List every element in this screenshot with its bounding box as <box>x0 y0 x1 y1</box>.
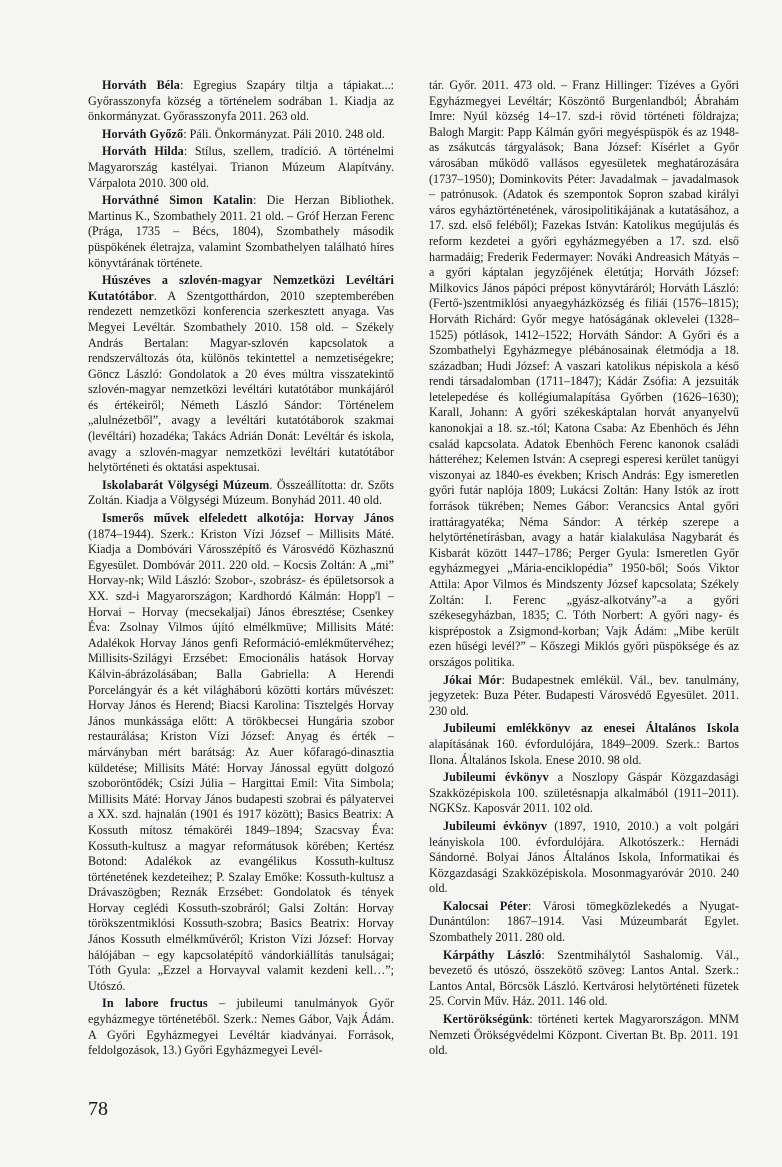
bibliography-entry <box>429 721 739 768</box>
entry-heading: Iskolabarát Völgységi Múzeum <box>102 477 270 492</box>
entry-text: (1897, 1910, 2010.) a volt polgári leányiskola 100. évfordulójára. Alkotószerk.: Hernádi Sándorné. Bolyai János Általános Iskola, Informatikai és Közgazdasági Szakközépiskola. Mosonmagyaróvár 2010. 240 old. <box>429 818 739 896</box>
entry-text: : Páli. Önkormányzat. Páli 2010. 248 old. <box>183 126 385 141</box>
entry-text: . A Szentgotthárdon, 2010 szeptemberében rendezett nemzetközi konferencia szerkesztett anyaga. Vas Megyei Levéltár. Szombathely 2010. 158 old. – Székely András Bertalan: Magyar-szlovén kapcsolatok a rendszerváltozás óta, különös tekintettel a nemzetiségekre; Göncz László: Gondolatok a 20 éves múltra visszatekintő szlovén-magyar nemzetközi levéltári kutatótábor munkájáról és értékeiről; Németh László Sándor: Történelem „alulnézetből”, avagy a levéltári kutatótáborok szakmai (levéltári) hozadéka; Takács Adrián Donát: Levéltár és iskola, avagy a szlovén-magyar nemzetközi levéltári kutatótábor helytörténeti és oktatási aspektusai. <box>88 288 394 475</box>
entry-heading: Kalocsai Péter <box>443 898 529 913</box>
bibliography-entry <box>88 511 394 994</box>
bibliography-entry <box>88 193 394 271</box>
entry-text: – jubileumi tanulmányok Győr egyházmegye történetéből. Szerk.: Nemes Gábor, Vajk Ádám. A Győri Egyházmegyei Levéltár kiadványai. Források, feldolgozások, 13.) Győri Egyházmegyei Levél- <box>88 996 394 1058</box>
entry-text: . Összeállította: dr. Szőts Zoltán. Kiadja a Völgységi Múzeum. Bonyhád 2011. 40 old. <box>88 477 395 508</box>
bibliography-entry <box>429 78 739 671</box>
entry-text: : Budapestnek emlékül. Vál., bev. tanulmány, jegyzetek: Buza Péter. Budapesti Városvédő Egyesület. 2011. 230 old. <box>429 672 739 718</box>
entry-text: a Noszlopy Gáspár Közgazdasági Szakközépiskola 100. születésnapja alkalmából (1911–2011). NGKSz. Kaposvár 2011. 102 old. <box>429 770 739 816</box>
left-column <box>88 78 394 1061</box>
page-number: 78 <box>88 1098 108 1120</box>
entry-heading: Jubileumi emlékkönyv az enesei Általános Iskola <box>443 721 739 736</box>
entry-heading: Kertörökségünk <box>443 1012 530 1027</box>
entry-text: alapításának 160. évfordulójára, 1849–2009. Szerk.: Bartos Ilona. Általános Iskola. Enese 2010. 98 old. <box>429 736 739 767</box>
entry-text: : Szentmihálytól Sashalomig. Vál., bevezető és utószó, összekötő szöveg: Lantos Antal. Szerk.: Lantos Antal, Börcsök László. Kertvárosi helytörténeti füzetek 25. Corvin Műv. Ház. 2011. 146 old. <box>429 947 739 1009</box>
entry-heading: Ismerős művek elfeledett alkotója: Horvay János <box>102 511 394 526</box>
bibliography-entry <box>88 78 394 125</box>
bibliography-entry <box>88 478 394 509</box>
entry-heading: Jubileumi évkönyv <box>443 770 549 785</box>
entry-text: : Egregius Szapáry tiltja a tápiakat...: Győrasszonyfa község a történelem sodrában 1. Kiadja az önkormányzat. Győrasszonyfa 2011. 263 old. <box>88 78 394 124</box>
bibliography-entry <box>429 819 739 897</box>
bibliography-entry <box>88 144 394 191</box>
bibliography-entry <box>429 770 739 817</box>
bibliography-entry <box>429 948 739 1010</box>
entry-heading: Kárpáthy László <box>443 947 542 962</box>
entry-heading: In labore fructus <box>102 996 208 1011</box>
entry-text: : Stílus, szellem, tradíció. A történelmi Magyarország kastélyai. Trianon Múzeum Alapítvány. Várpalota 2010. 300 old. <box>88 144 394 190</box>
entry-heading: Horváthné Simon Katalin <box>102 193 253 208</box>
entry-heading: Horváth Béla <box>102 78 180 92</box>
bibliography-entry <box>88 996 394 1058</box>
bibliography-entry <box>88 127 394 143</box>
entry-text: : Die Herzan Bibliothek. Martinus K., Szombathely 2011. 21 old. – Gróf Herzan Ferenc (Prága, 1735 – Bécs, 1804), Szombathely második püspökének életrajza, valamint Szombathelyen található híres könyvtárának története. <box>88 193 394 270</box>
entry-heading: Horváth Hilda <box>102 144 184 159</box>
entry-heading: Jubileumi évkönyv <box>443 818 548 833</box>
bibliography-entry <box>429 673 739 720</box>
entry-heading: Horváth Győző <box>102 126 184 141</box>
entry-text: : történeti kertek Magyarországon. MNM Nemzeti Örökségvédelmi Központ. Civertan Bt. Bp. 2011. 191 old. <box>429 1012 739 1058</box>
entry-text: (1874–1944). Szerk.: Kriston Vízi József – Millisits Máté. Kiadja a Dombóvári Városszépítő és Városvédő Közhasznú Egyesület. Dombóvár 2011. 220 old. – Kocsis Zoltán: A „mi” Horvay-nk; Wild László: Szobor-, szobrász- és épületsorsok a XX. szd-i Magyarországon; Kardhordó Kálmán: Hopp'l – Horvai – Horvay (mecsekaljai) János ébresztése; Csenkey Éva: Zsolnay Vilmos újító elmélkmüve; Millisits Máté: Adalékok Horvay János genfi Reformáció-emlékműtervéhez; Millisits-Szilágyi Erzsébet: Emocionális hatások Horvay Kálvin-ábrázolásában; Balla Gabriella: A Herendi Porcelángyár és a két világháború közötti kortárs művészet: Horvay János és Herend; Biacsi Karolina: Tisztelgés Horvay János munkássága előtt: A törökbecsei Hungária szobor restaurálása; Kriston Vízi József: Anyag és érték – márványban mért barátság: Az Auer kőfaragó-dinasztia küldetése; Millisits Máté: Horvay Jánossal együtt dolgozó szoboröntődék; Csízi Júlia – Hargittai Emil: Vita Simbola; Millisits Máté: Horvay János budapesti szobrai és pályatervei a XX. szd. hajnalán (1901 és 1917 között); Basics Beatrix: A Kossuth mítosz témaköréi 1849–1894; Szacsvay Éva: Kossuth-kultusz a magyar reformátusok körében; Kertész Botond: Adalékok az evangélikus Kossuth-kultusz történetének kezdeteihez; P. Szalay Emőke: Kossuth-kultusz a Drávaszögben; Reznák Erzsébet: Gondolatok és tények Horvay ceglédi Kossuth-szobráról; Galsi Zoltán: Horvay törökszentmiklósi Kossuth-szobra; Basics Beatrix: Horvay János Kossuth elmélkművéről; Kriston Vízi József: Horvay hálójában – egy kapcsolatépítő vándorkiállítás tanulságai; Tóth Gyula: „Ezzel a Horvayval valamit kezdeni kell…”; Utószó. <box>88 526 394 993</box>
entry-heading: Jókai Mór <box>443 672 502 687</box>
entry-text: : Városi tömegközlekedés a Nyugat-Dunántúlon: 1867–1914. Vasi Múzeumbarát Egylet. Szombathely 2011. 280 old. <box>429 898 739 945</box>
entry-text: tár. Győr. 2011. 473 old. – Franz Hillinger: Tízéves a Győri Egyházmegyei Levéltár; Köszöntő Burgenlandból; Ábrahám Imre: Nyúl község 14–17. szd-i rövid történeti földrajza; Balogh Margit: Papp Kálmán győri megyéspüspök és az 1948-as zsákutcás tárgyalások; Bana József: Kísérlet a Győr városában működő vallásos egyesületek meghatározására (1737–1950); Dominkovits Péter: Javadalmak – javadalmasok – patrónusok. (Adatok és szempontok Sopron szabad királyi város egyháztörténetének, városipolitikájának a kutatásához, a 17. szd. első feléből); Fazekas István: Katolikus megújulás és reform kezdetei a győri egyházmegyében a 17. szd. első harmadáig; Frederik Federmayer: Nováki Andreasich Mátyás – a győri káptalan jegyzőjének életútja; Horváth József: Milkovics János pápóci prépost könyvtáráról; Horváth László: (Fertő-)szentmiklósi anyaegyházközség és filiái (1576–1815); Horváth Richárd: Győr megye hatóságának oklevelei (1328–1525) pótlások, 1412–1522; Horváth Sándor: A Győri és a Szombathelyi Egyházmegye plébánosainak életmódja a 18. században; Hudi József: A vaszari katolikus népiskola a késő rendi társadalomban (1711–1847); Kádár Zsófia: A jezsuiták letelepedése és kollégiumalapítása Győrben (1626–1630); Karall, Johann: A győri székeskáptalan horvát anyanyelvű kanonokjai a 18. sz.-tól; Katona Csaba: Az Ebenhöch és Jéhn család kapcsolata. Adatok Ebenhöch Ferenc kanonok családi hátteréhez; Kelemen István: A csepregi esperesi kerület tanügyi viszonyai az 1840-es években; Krisch András: Egy ismeretlen győri futár naplója 1809; Lukácsi Zoltán: Hany Istók az írott források tükrében; Nemes Gábor: Verancsics Antal győri irattáragyatéka; Néma Sándor: A térkép szerepe a helytörténetírásban, avagy a határ kialakulása Nagybarát és Kisbarát között 1447–1786; Perger Gyula: Ismeretlen Győr egyházmegyei „Mária-enciklopédia” 1950-ből; Soós Viktor Attila: Apor Vilmos és Mindszenty József kapcsolata; Székely Zoltán: I. Ferenc „gyász-alkotvány”-a a győri székesegyházban, 1835; C. Tóth Norbert: A győri nagy- és kisprépostok a Zsigmond-korban; Vajk Ádám: „Mibe került ezen hűségi levél?” – Kőszegi Miklós győri püspöksége és az országos politika. <box>429 78 739 669</box>
right-column <box>429 78 739 1061</box>
entry-heading: Húszéves a szlovén-magyar Nemzetközi Levéltári Kutatótábor <box>88 273 394 303</box>
bibliography-entry <box>429 1012 739 1059</box>
bibliography-entry <box>88 273 394 476</box>
bibliography-entry <box>429 899 739 946</box>
